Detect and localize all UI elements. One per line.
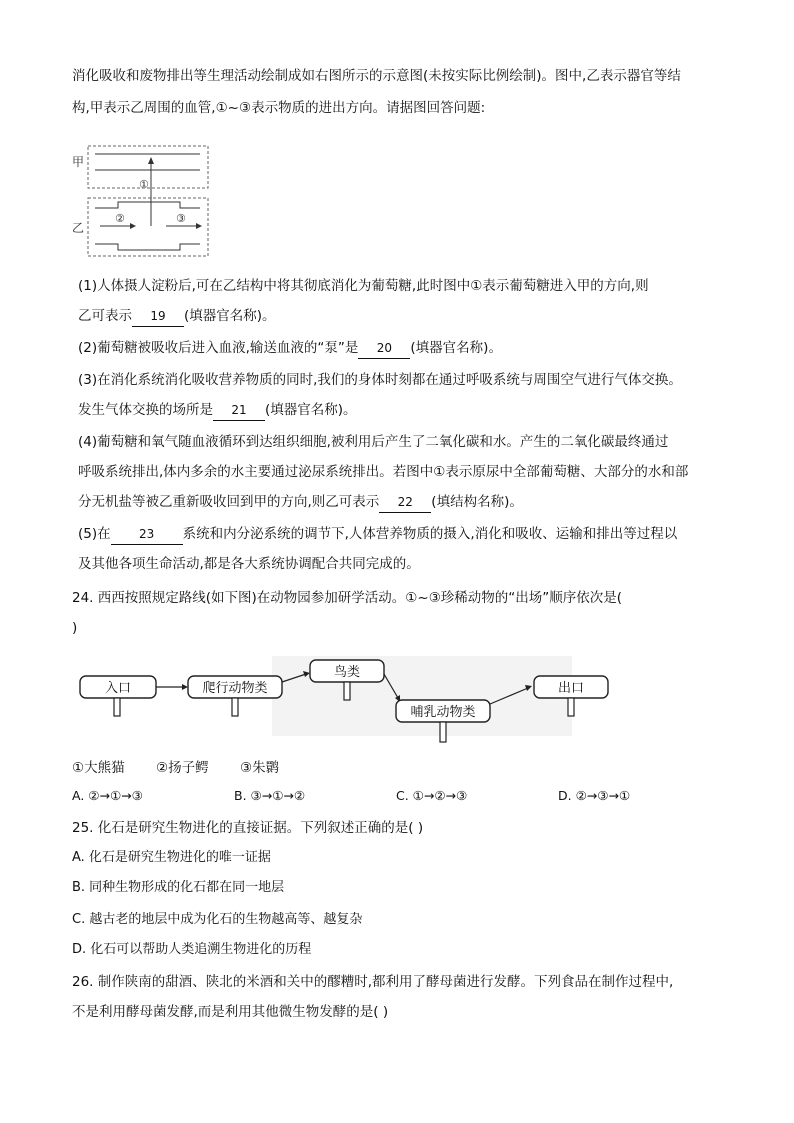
arrow-1-head (148, 157, 154, 164)
route-birds-label: 鸟类 (333, 665, 361, 680)
q25-option-a[interactable]: A. 化石是研究生物进化的唯一证据 (72, 850, 271, 865)
q24-stem-line-1: 24. 西西按照规定路线(如下图)在动物园参加研学活动。①~③珍稀动物的“出场”顺序依次是( (72, 590, 623, 606)
q5-line-2: 及其他各项生命活动,都是各大系统协调配合共同完成的。 (78, 556, 420, 572)
intro-line-2: 构,甲表示乙周围的血管,①~③表示物质的进出方向。请据图回答问题: (72, 100, 486, 116)
q5-line-1 (78, 524, 677, 545)
q1-line-2 (78, 306, 276, 327)
q4-line-1: (4)葡萄糖和氧气随血液循环到达组织细胞,被利用后产生了二氧化碳和水。产生的二氧化碳最终通过 (78, 434, 669, 450)
q1-line-1: (1)人体摄人淀粉后,可在乙结构中将其彻底消化为葡萄糖,此时图中①表示葡萄糖进入甲的方向,则 (78, 278, 649, 294)
q3-pre: 发生气体交换的场所是 (78, 402, 213, 418)
route-arrow-1-head (182, 684, 188, 690)
q4-line-3 (78, 492, 523, 513)
q25-option-d[interactable]: D. 化石可以帮助人类追溯生物进化的历程 (72, 942, 312, 957)
q24-option-b[interactable]: B. ③→①→② (234, 788, 306, 803)
q4-pre: 分无机盐等被乙重新吸收回到甲的方向,则乙可表示 (78, 494, 380, 510)
route-mammals-label: 哺乳动物类 (410, 705, 476, 720)
zoo-route-diagram (72, 652, 632, 748)
route-entrance-label: 入口 (104, 681, 132, 696)
q3-post: (填器官名称)。 (265, 402, 357, 418)
q24-stem-line-2: ) (72, 620, 78, 636)
yi-structure-top (95, 202, 200, 208)
q25-stem: 25. 化石是研究生物进化的直接证据。下列叙述正确的是( ) (72, 820, 424, 836)
q2-post: (填器官名称)。 (410, 340, 502, 356)
q24-option-c[interactable]: C. ①→②→③ (396, 788, 468, 803)
arrow-3-head (196, 223, 202, 229)
yi-dashed-box (88, 198, 208, 256)
animal-3: ③朱鹮 (240, 760, 280, 776)
arrow-2-head (130, 223, 136, 229)
yi-structure-bottom (95, 244, 200, 250)
mark-1: ① (139, 178, 149, 191)
mark-2: ② (115, 212, 125, 225)
reptiles-post (232, 698, 238, 716)
figure-organ-vessel-diagram (70, 140, 220, 260)
blank-23[interactable]: 23 (111, 524, 183, 545)
exit-post (568, 698, 574, 716)
q24-option-a[interactable]: A. ②→①→③ (72, 788, 143, 803)
birds-post (344, 682, 350, 700)
q24-option-d[interactable]: D. ②→③→① (558, 788, 631, 803)
q5-pre: (5)在 (78, 526, 111, 542)
q3-line-1: (3)在消化系统消化吸收营养物质的同时,我们的身体时刻都在通过呼吸系统与周围空气进行气体交换。 (78, 372, 682, 388)
q1-pre: 乙可表示 (78, 308, 132, 324)
q3-line-2 (78, 400, 357, 421)
q26-stem-line-1: 26. 制作陕南的甜酒、陕北的米酒和关中的醪糟时,都利用了酵母菌进行发酵。下列食品在制作过程中, (72, 974, 674, 990)
animal-2: ②扬子鳄 (156, 760, 209, 776)
mammals-post (440, 722, 446, 742)
label-jia: 甲 (72, 155, 85, 169)
entrance-post (114, 698, 120, 716)
blank-19[interactable]: 19 (132, 306, 184, 327)
blank-20[interactable]: 20 (358, 338, 410, 359)
q25-option-c[interactable]: C. 越古老的地层中成为化石的生物越高等、越复杂 (72, 912, 363, 927)
q2-line (78, 338, 502, 359)
route-reptiles-label: 爬行动物类 (202, 681, 268, 696)
q26-stem-line-2: 不是利用酵母菌发酵,而是利用其他微生物发酵的是( ) (72, 1004, 389, 1020)
animal-1: ①大熊猫 (72, 760, 125, 776)
label-yi: 乙 (72, 221, 85, 235)
mark-3: ③ (176, 212, 186, 225)
route-exit-label: 出口 (557, 681, 585, 696)
q4-post: (填结构名称)。 (431, 494, 523, 510)
q25-option-b[interactable]: B. 同种生物形成的化石都在同一地层 (72, 880, 285, 895)
intro-line-1: 消化吸收和废物排出等生理活动绘制成如右图所示的示意图(未按实际比例绘制)。图中,乙表示器官等结 (72, 68, 681, 84)
q5-post: 系统和内分泌系统的调节下,人体营养物质的摄入,消化和吸收、运输和排出等过程以 (182, 526, 678, 542)
q4-line-2: 呼吸系统排出,体内多余的水主要通过泌尿系统排出。若图中①表示原尿中全部葡萄糖、大部分的水和部 (78, 464, 689, 480)
q2-pre: (2)葡萄糖被吸收后进入血液,输送血液的“泵”是 (78, 340, 359, 356)
q1-post: (填器官名称)。 (184, 308, 276, 324)
blank-22[interactable]: 22 (379, 492, 431, 513)
blank-21[interactable]: 21 (213, 400, 265, 421)
